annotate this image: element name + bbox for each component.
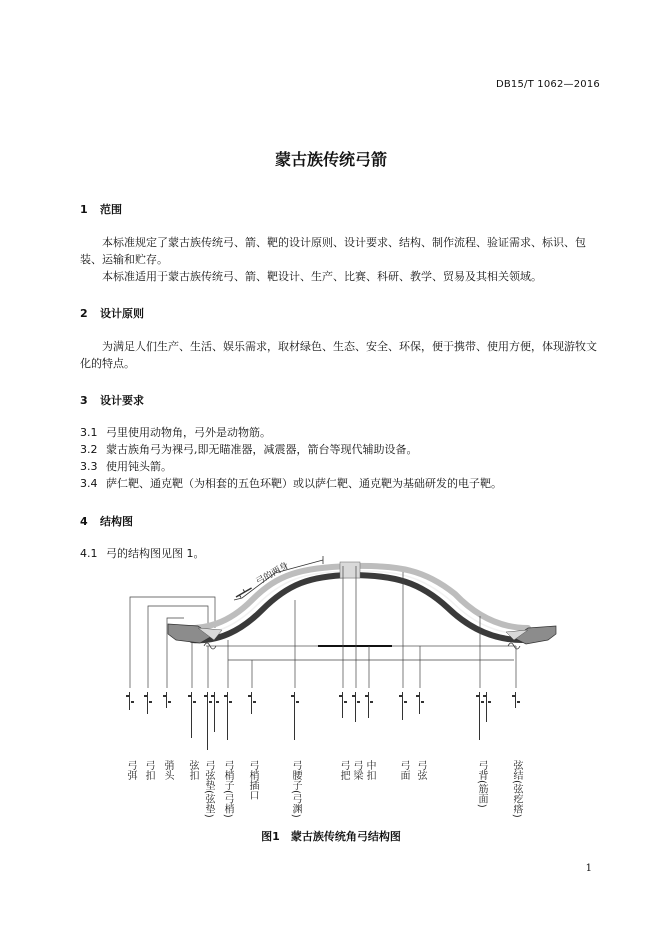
section-title: 设计要求	[100, 394, 144, 407]
mongolian-label	[129, 692, 135, 710]
mongolian-label	[191, 692, 197, 738]
section-title: 范围	[100, 203, 122, 216]
scope-paragraph-1: 本标准规定了蒙古族传统弓、箭、靶的设计原则、设计要求、结构、制作流程、验证需求、标识、包装、运输和贮存。	[80, 236, 586, 266]
section-number: 4	[80, 515, 88, 528]
label-siyah: 弓梢子(弓梢)	[222, 760, 233, 818]
label-bow-ear: 弓弭	[125, 760, 136, 780]
mongolian-label	[402, 692, 408, 720]
mongolian-label	[342, 692, 348, 718]
mongolian-label	[355, 692, 361, 722]
item-text: 蒙古族角弓为裸弓,即无瞄准器，减震器，箭台等现代辅助设备。	[106, 443, 418, 456]
mongolian-label	[147, 692, 153, 714]
mongolian-label	[166, 692, 172, 708]
figure-caption: 图1 蒙古族传统角弓结构图	[261, 830, 401, 843]
label-limb: 弓腰子(弓渊)	[290, 760, 301, 818]
label-bow-bridge: 弓梁	[351, 760, 362, 780]
scope-paragraph-2: 本标准适用于蒙古族传统弓、箭、靶设计、生产、比赛、科研、教学、贸易及其相关领域。	[102, 270, 542, 283]
label-string-pad: 弓弦垫(弦垫)	[203, 760, 214, 818]
mongolian-label	[227, 692, 233, 740]
label-center-nock: 中扣	[364, 760, 375, 780]
principle-paragraph: 为满足人们生产、生活、娱乐需求，取材绿色、生态、安全、环保，便于携带、使用方便，体现游牧文化的特点。	[80, 340, 597, 370]
mongolian-label	[368, 692, 374, 718]
item-text: 弓里使用动物角，弓外是动物筋。	[106, 426, 271, 439]
section-title: 设计原则	[100, 307, 144, 320]
document-title: 蒙古族传统弓箭	[274, 150, 387, 169]
label-bow-nock: 弓扣	[143, 760, 154, 780]
item-number: 4.1	[80, 547, 98, 560]
section-number: 3	[80, 394, 88, 407]
label-string-knot: 弦结(弦疙瘩)	[511, 760, 522, 818]
item-number: 3.4	[80, 477, 98, 490]
mongolian-label	[294, 692, 300, 740]
item-text: 使用钝头箭。	[106, 460, 172, 473]
item-number: 3.3	[80, 460, 98, 473]
page-number: 1	[585, 863, 592, 874]
label-tip: 弰头	[162, 760, 173, 780]
section-title: 结构图	[100, 515, 133, 528]
section-number: 2	[80, 307, 88, 320]
mongolian-label	[419, 692, 425, 714]
mongolian-label	[486, 692, 492, 722]
label-bowstring: 弓弦	[415, 760, 426, 780]
label-bow-face: 弓面	[398, 760, 409, 780]
label-siyah-socket: 弓梢插口	[247, 760, 258, 800]
label-grip: 弓把	[338, 760, 349, 780]
item-text: 萨仁靶、通克靶（为相套的五色环靶）或以萨仁靶、通克靶为基础研发的电子靶。	[106, 477, 502, 490]
mongolian-label	[207, 692, 213, 750]
mongolian-label	[515, 692, 521, 708]
mongolian-label	[214, 692, 220, 732]
label-string-nock: 弦扣	[187, 760, 198, 780]
mongolian-label	[479, 692, 485, 740]
item-number: 3.2	[80, 443, 98, 456]
document-code: DB15/T 1062—2016	[495, 79, 600, 90]
item-text: 弓的结构图见图 1。	[106, 547, 205, 560]
bow-limb-label: 弓的两身	[254, 560, 291, 588]
label-bow-back: 弓背(筋面)	[476, 760, 487, 808]
item-number: 3.1	[80, 426, 98, 439]
section-number: 1	[80, 203, 88, 216]
mongolian-label	[251, 692, 257, 714]
